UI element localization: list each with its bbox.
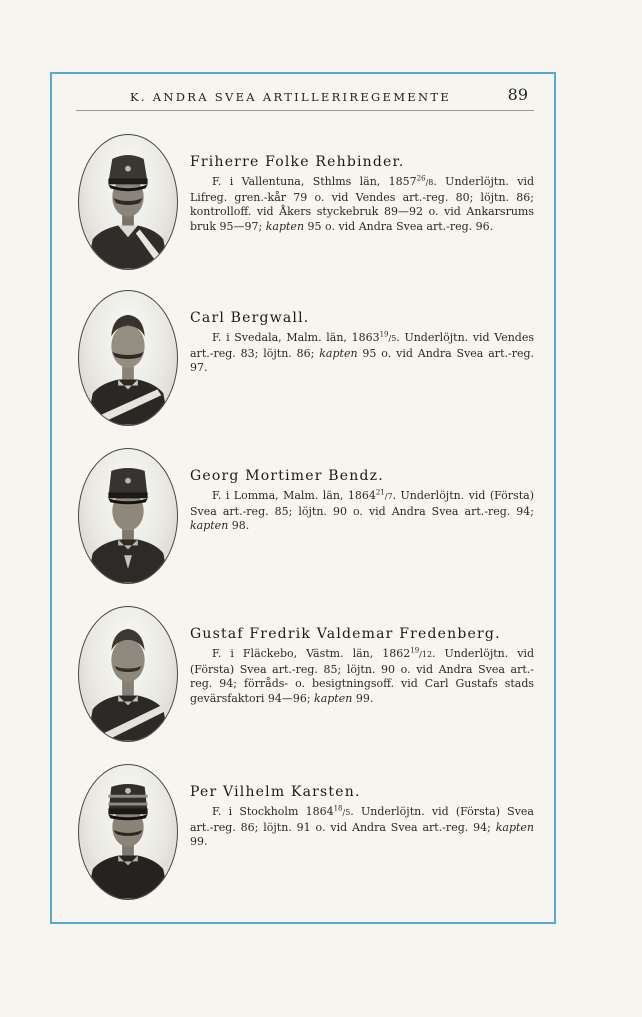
person-name: Per Vilhelm Karsten.: [190, 784, 361, 800]
person-name: Friherre Folke Rehbinder.: [190, 154, 405, 170]
birth-date-day: 19: [379, 330, 389, 339]
person-name: Gustaf Fredrik Valdemar Fredenberg.: [190, 626, 501, 642]
portrait-photo: [78, 448, 178, 584]
officer-portrait-icon: [79, 291, 177, 425]
birth-date-day: 21: [375, 488, 385, 497]
birth-date-month: /7: [384, 492, 393, 501]
running-header: [76, 86, 534, 111]
person-name: Georg Mortimer Bendz.: [190, 468, 384, 484]
entry-text: [190, 468, 534, 534]
rank: kapten: [265, 220, 305, 234]
portrait-photo: [78, 290, 178, 426]
entry-text: [190, 310, 534, 376]
biography-entry: [78, 134, 548, 274]
officer-portrait-icon: [79, 765, 177, 899]
portrait-photo: [78, 606, 178, 742]
biography-text: F. i Fläckebo, Västm. län, 1862$^{19}$/12. Underlöjtn. vid (Första) Svea art.-reg. 85; löjtn. 90 o. vid Andra Svea art.-reg. 94; förråds- o. besigtningsoff. vid Carl Gustafs stads gevärsfaktori 94—96; kapten 99.: [190, 646, 534, 706]
officer-portrait-icon: [79, 449, 177, 583]
portrait-photo: [78, 134, 178, 270]
biography-entry: [78, 764, 548, 904]
rank: kapten: [190, 519, 229, 533]
page-number: 89: [507, 85, 528, 104]
biography-entry: [78, 448, 548, 588]
rank: kapten: [314, 692, 353, 706]
biography-entry: [78, 606, 548, 746]
biography-text: F. i Vallentuna, Sthlms län, 1857$^{26}$/8. Underlöjtn. vid Lifreg. gren.-kår 79 o. vid Vendes art.-reg. 80; löjtn. 86; kontrolloff. vid Åkers styckebruk 89—92 o. vid Ankarsrums bruk 95—97; kapten 95 o. vid Andra Svea art.-reg. 96.: [190, 174, 535, 234]
biography-text: F. i Stockholm 1864$^{18}$/5. Underlöjtn. vid (Första) Svea art.-reg. 86; löjtn. 91 o. vid Andra Svea art.-reg. 94; kapten 99.: [190, 804, 534, 849]
rank: kapten: [495, 820, 534, 834]
birth-date-month: /12: [419, 650, 433, 659]
officer-portrait-icon: [79, 607, 177, 741]
rank: kapten: [319, 346, 358, 360]
header-title: K. ANDRA SVEA ARTILLERIREGEMENTE: [130, 90, 452, 104]
entry-text: [190, 784, 534, 850]
biography-text: F. i Svedala, Malm. län, 1863$^{19}$/5. Underlöjtn. vid Vendes art.-reg. 83; löjtn. 86; kapten 95 o. vid Andra Svea art.-reg. 97.: [190, 330, 535, 375]
birth-date-month: /5: [388, 334, 397, 343]
birth-date-day: 18: [333, 804, 343, 813]
biography-entry: [78, 290, 548, 430]
birth-date-month: /8: [425, 178, 434, 187]
birth-date-day: 19: [410, 646, 420, 655]
birth-date-day: 26: [416, 174, 426, 183]
officer-portrait-icon: [79, 135, 177, 269]
entry-text: [190, 154, 534, 235]
biography-text: F. i Lomma, Malm. län, 1864$^{21}$/7. Underlöjtn. vid (Första) Svea art.-reg. 85; löjtn. 90 o. vid Andra Svea art.-reg. 94; kapten 98.: [190, 488, 534, 533]
portrait-photo: [78, 764, 178, 900]
birth-date-month: /5: [342, 808, 351, 817]
entry-text: [190, 626, 534, 707]
person-name: Carl Bergwall.: [190, 310, 310, 326]
